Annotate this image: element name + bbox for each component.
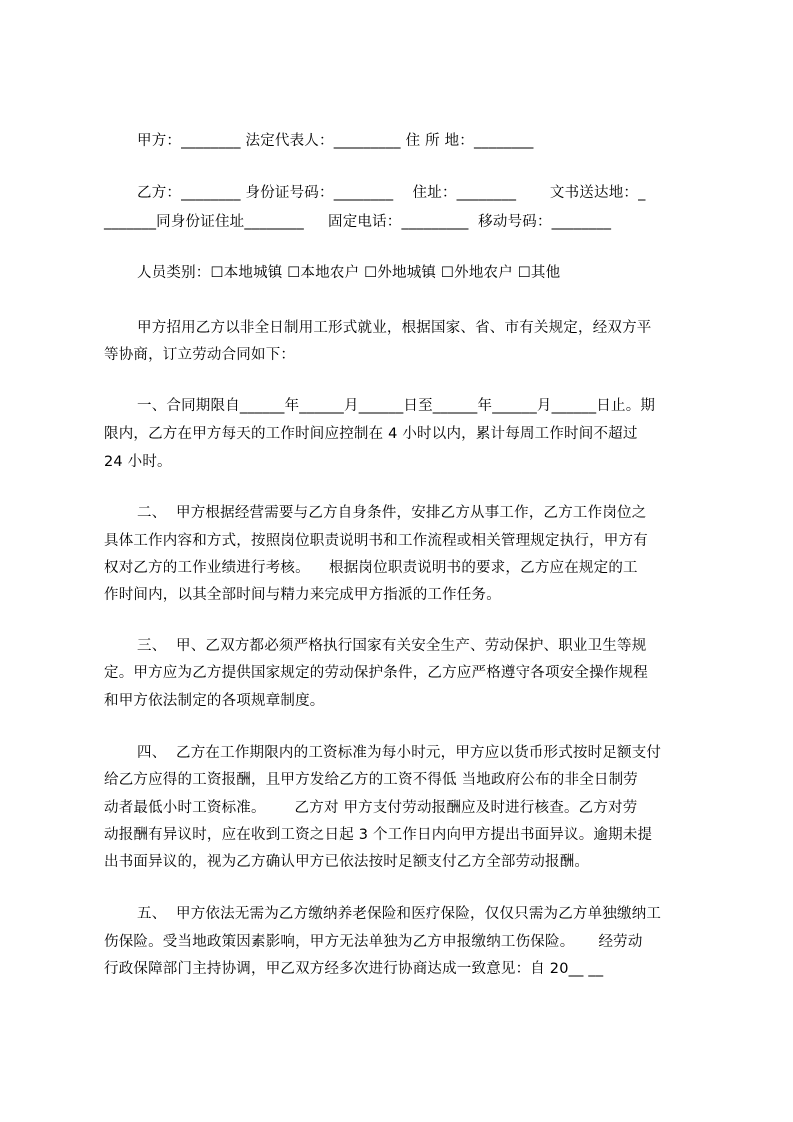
clause-3: 定。甲方应为乙方提供国家规定的劳动保护条件，乙方应严格遵守各项安全操作规程 bbox=[104, 665, 648, 681]
clause-4: 给乙方应得的工资报酬，且甲方发给乙方的工资不得低 当地政府公布的非全日制劳 bbox=[104, 772, 639, 788]
intro-paragraph: 等协商，订立劳动合同如下： bbox=[104, 347, 296, 363]
clause-3: 和甲方依法制定的各项规章制度。 bbox=[104, 693, 325, 709]
clause-1: 24 小时。 bbox=[104, 454, 172, 470]
clause-1: 限内，乙方在甲方每天的工作时间应控制在 4 小时以内，累计每周工作时间不超过 bbox=[104, 426, 638, 442]
personnel-category: 人员类别：☐本地城镇 ☐本地农户 ☐外地城镇 ☐外地农户 ☐其他 bbox=[137, 265, 561, 281]
clause-4: 动报酬有异议时，应在收到工资之日起 3 个工作日内向甲方提出书面异议。逾期未提 bbox=[104, 827, 653, 843]
clause-5: 行政保障部门主持协调，甲乙双方经多次进行协商达成一致意见：自 20__ __ bbox=[104, 961, 604, 977]
party-b-line: 乙方：________ 身份证号码：________ 住址：________ 文书送达地：_ bbox=[137, 185, 646, 201]
clause-5: 五、 甲方依法无需为乙方缴纳养老保险和医疗保险，仅仅只需为乙方单独缴纳工 bbox=[137, 906, 662, 922]
clause-5: 伤保险。受当地政策因素影响，甲方无法单独为乙方申报缴纳工伤保险。 经劳动 bbox=[104, 934, 643, 950]
clause-2: 具体工作内容和方式，按照岗位职责说明书和工作流程或相关管理规定执行，甲方有 bbox=[104, 533, 648, 549]
clause-4: 四、 乙方在工作期限内的工资标准为每小时元，甲方应以货币形式按时足额支付 bbox=[137, 745, 662, 761]
clause-4: 动者最低小时工资标准。 乙方对 甲方支付劳动报酬应及时进行核查。乙方对劳 bbox=[104, 800, 638, 816]
clause-2: 二、 甲方根据经营需要与乙方自身条件，安排乙方从事工作，乙方工作岗位之 bbox=[137, 505, 647, 521]
clause-4: 出书面异议的，视为乙方确认甲方已依法按时足额支付乙方全部劳动报酬。 bbox=[104, 854, 590, 870]
clause-2: 作时间内，以其全部时间与精力来完成甲方指派的工作任务。 bbox=[104, 587, 501, 603]
intro-paragraph: 甲方招用乙方以非全日制用工形式就业，根据国家、省、市有关规定，经双方平 bbox=[137, 320, 652, 336]
clause-3: 三、 甲、乙双方都必须严格执行国家有关安全生产、劳动保护、职业卫生等规 bbox=[137, 638, 647, 654]
clause-1: 一、合同期限自______年______月______日至______年______月______日止。期 bbox=[137, 398, 656, 414]
clause-2: 权对乙方的工作业绩进行考核。 根据岗位职责说明书的要求，乙方应在规定的工 bbox=[104, 560, 638, 576]
party-a-line: 甲方：________ 法定代表人：_________ 住 所 地：________ bbox=[137, 133, 534, 149]
party-b-line-cont: _______同身份证住址________ 固定电话：_________ 移动号码：________ bbox=[104, 214, 612, 230]
